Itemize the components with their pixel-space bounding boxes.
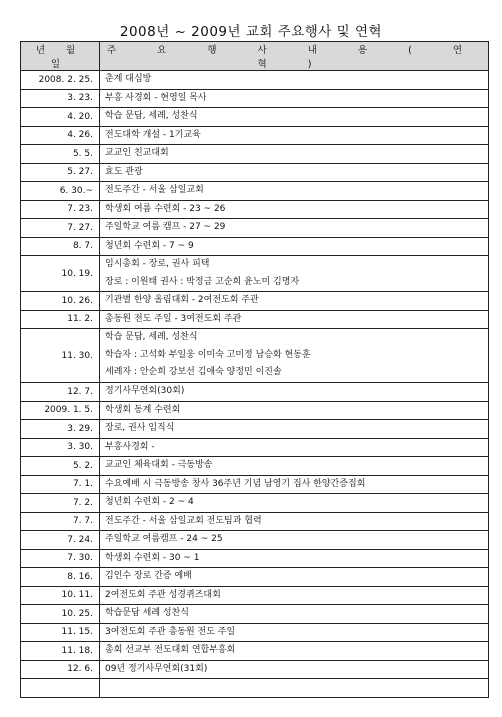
event-date: 11. 18. (21, 642, 100, 661)
date-column-header: 년 월 일 (21, 42, 100, 71)
event-date: 7. 23. (21, 200, 100, 219)
table-row (21, 163, 489, 182)
event-line: 3여전도회 주관 총동원 전도 주일 (105, 626, 236, 637)
event-line: 임시총회 - 장로, 권사 피택 (105, 259, 210, 269)
event-date: 11. 15. (21, 623, 100, 642)
event-date: 7. 1. (21, 475, 100, 494)
event-date: 7. 24. (21, 531, 100, 550)
event-description (100, 401, 489, 420)
event-line: 학생회 동계 수련회 (105, 404, 181, 415)
event-line: 학습문답 세례 성찬식 (105, 608, 189, 618)
event-description (100, 71, 489, 90)
table-row (21, 586, 489, 605)
event-date: 6. 30.~ (21, 182, 100, 201)
event-description (100, 512, 489, 531)
event-date: 3. 23. (21, 89, 100, 108)
table-row (21, 219, 489, 238)
table-row (21, 660, 489, 679)
table-row (21, 457, 489, 476)
event-date: 12. 6. (21, 660, 100, 679)
event-description (100, 457, 489, 476)
event-date: 4. 26. (21, 126, 100, 145)
table-row (21, 383, 489, 402)
page-title: 2008년 ~ 2009년 교회 주요행사 및 연혁 (119, 24, 383, 40)
event-date: 5. 2. (21, 457, 100, 476)
event-line: 정기사무연회(30회) (105, 386, 185, 396)
table-row (21, 182, 489, 201)
event-date: 8. 7. (21, 237, 100, 256)
table-row (21, 642, 489, 661)
table-row (21, 145, 489, 164)
table-row (21, 679, 489, 698)
table-row (21, 623, 489, 642)
event-line: 김인수 장로 간증 예배 (105, 571, 192, 581)
event-date: 5. 5. (21, 145, 100, 164)
event-line: 청년회 수련회 - 2 ~ 4 (105, 497, 194, 507)
event-line: 학생회 수련회 - 30 ~ 1 (105, 552, 200, 563)
event-line: 세례자 : 안순희 강보선 김애숙 양정민 이진솔 (105, 367, 282, 378)
event-description (100, 475, 489, 494)
event-description (100, 586, 489, 605)
table-row (21, 512, 489, 531)
events-table-body (21, 71, 489, 698)
event-line: 주일학교 여름 캠프 - 27 ~ 29 (105, 222, 226, 232)
event-date: 5. 27. (21, 163, 100, 182)
event-date: 7. 7. (21, 512, 100, 531)
table-row (21, 568, 489, 587)
event-description (100, 531, 489, 550)
event-date: 10. 26. (21, 292, 100, 311)
event-line: 학생회 여름 수련회 - 23 ~ 26 (105, 203, 226, 214)
table-row (21, 89, 489, 108)
event-line: 장로 : 이원태 권사 : 박정금 고순희 윤노미 김명자 (105, 276, 300, 287)
event-line: 교교인 체육대회 - 극동방송 (105, 460, 213, 470)
events-table (20, 41, 489, 698)
table-row (21, 420, 489, 439)
event-line: 전도주간 - 서울 삼일교회 전도팀과 협력 (105, 515, 262, 526)
table-row (21, 126, 489, 145)
table-row (21, 494, 489, 513)
table-row (21, 329, 489, 383)
event-date: 10. 11. (21, 586, 100, 605)
event-date: 3. 30. (21, 438, 100, 457)
event-line: 기관별 한양 올림대회 - 2여전도회 주관 (105, 295, 259, 305)
table-header-row (21, 42, 489, 71)
event-description (100, 292, 489, 311)
event-description (100, 438, 489, 457)
table-row (21, 71, 489, 90)
table-row (21, 200, 489, 219)
event-description (100, 219, 489, 238)
event-line: 총회 선교부 전도대회 연합부흥회 (105, 645, 236, 655)
event-date: 10. 25. (21, 605, 100, 624)
table-row (21, 292, 489, 311)
event-description (100, 623, 489, 642)
event-description (100, 549, 489, 568)
event-line: 부흥사경회 - (105, 441, 155, 452)
event-line: 학습 문답, 세례, 성찬식 (105, 332, 198, 343)
event-description (100, 494, 489, 513)
event-line: 총동원 전도 주일 - 3여전도회 주관 (105, 313, 242, 324)
event-description (100, 420, 489, 439)
event-date (21, 679, 100, 698)
event-line: 09년 정기사무연회(31회) (105, 663, 208, 674)
table-row (21, 401, 489, 420)
table-row (21, 549, 489, 568)
event-date: 7. 27. (21, 219, 100, 238)
event-description (100, 163, 489, 182)
event-description (100, 256, 489, 292)
event-line: 장로, 권사 임직식 (105, 423, 175, 433)
event-line: 전도주간 - 서울 삼일교회 (105, 185, 204, 195)
event-line: 청년회 수련회 - 7 ~ 9 (105, 240, 194, 251)
event-date: 10. 19. (21, 256, 100, 292)
event-line: 주일학교 여름캠프 - 24 ~ 25 (105, 534, 223, 544)
event-line: 교교인 친교대회 (105, 148, 169, 158)
event-line: 학습 문답, 세례, 성찬식 (105, 111, 198, 121)
event-line: 2여전도회 주관 성경퀴즈대회 (105, 589, 221, 600)
event-description (100, 200, 489, 219)
event-line: 춘계 대심방 (105, 74, 152, 84)
event-description (100, 568, 489, 587)
event-description (100, 679, 489, 698)
event-date: 4. 20. (21, 108, 100, 127)
event-date: 2009. 1. 5. (21, 401, 100, 420)
event-date: 8. 16. (21, 568, 100, 587)
table-row (21, 438, 489, 457)
event-description (100, 126, 489, 145)
event-description (100, 605, 489, 624)
event-line: 전도대학 개설 - 1기교육 (105, 129, 201, 140)
event-description (100, 329, 489, 383)
event-date: 11. 30. (21, 329, 100, 383)
event-description (100, 237, 489, 256)
event-line: 부흥 사경회 - 현영일 목사 (105, 92, 207, 103)
event-date: 2008. 2. 25. (21, 71, 100, 90)
event-date: 3. 29. (21, 420, 100, 439)
table-row (21, 531, 489, 550)
table-row (21, 475, 489, 494)
event-description (100, 89, 489, 108)
table-row (21, 256, 489, 292)
event-date: 7. 30. (21, 549, 100, 568)
event-description (100, 642, 489, 661)
event-line: 수요예배 시 극동방송 창사 36주년 기념 남영기 집사 한양간증집회 (105, 478, 366, 489)
table-row (21, 310, 489, 329)
event-description (100, 108, 489, 127)
event-line: 학습자 : 고석화 부일웅 이미숙 고미정 남승화 현동훈 (105, 349, 311, 360)
table-row (21, 108, 489, 127)
event-description (100, 383, 489, 402)
event-date: 12. 7. (21, 383, 100, 402)
event-description (100, 182, 489, 201)
event-line: 효도 관광 (105, 166, 143, 177)
event-description (100, 310, 489, 329)
event-description (100, 145, 489, 164)
table-row (21, 605, 489, 624)
event-date: 11. 2. (21, 310, 100, 329)
event-date: 7. 2. (21, 494, 100, 513)
event-description (100, 660, 489, 679)
event-column-header: 주 요 행 사 내 용 ( 연 혁 ) (100, 42, 489, 71)
table-row (21, 237, 489, 256)
